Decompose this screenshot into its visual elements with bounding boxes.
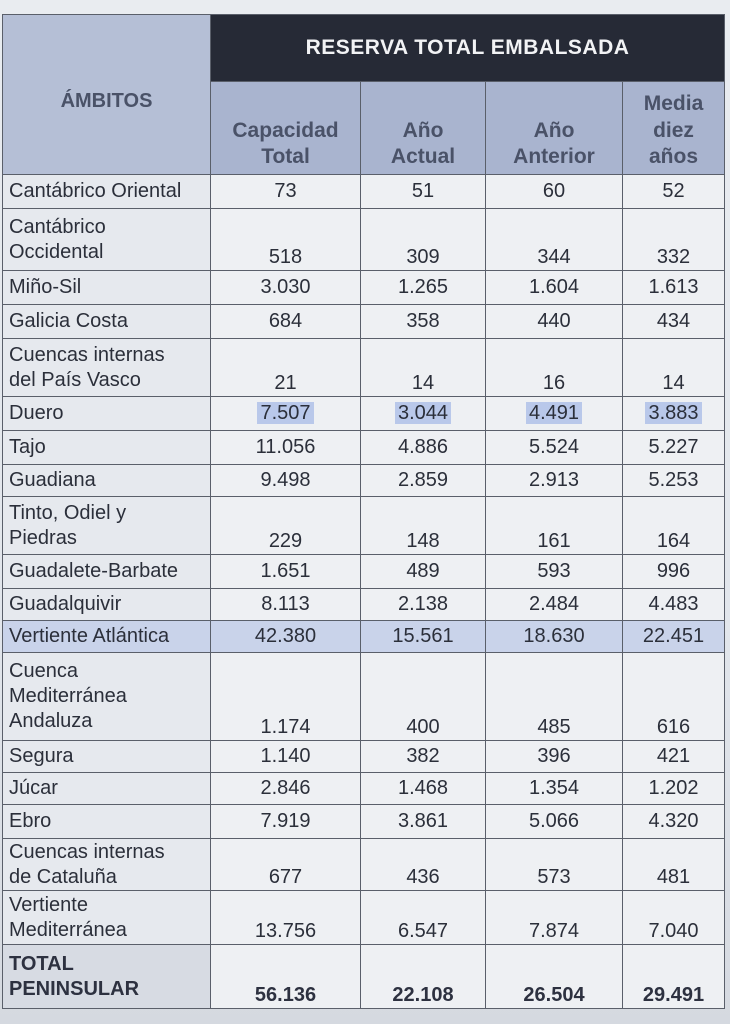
cell-value: 421 <box>656 745 691 767</box>
row-label-line: del País Vasco <box>9 368 141 391</box>
cell-value: 5.253 <box>648 469 699 491</box>
cell-value: 5.227 <box>648 436 699 458</box>
row-label-line: PENINSULAR <box>9 977 140 1000</box>
value-cell <box>211 305 361 339</box>
cell-value: 15.561 <box>392 625 454 647</box>
value-cell <box>361 339 486 397</box>
row-label <box>3 339 211 397</box>
value-cell <box>361 773 486 805</box>
value-cell <box>211 805 361 839</box>
row-label-line: Mediterránea <box>9 685 127 707</box>
cell-value: 434 <box>656 310 691 332</box>
row-label-line: Tajo <box>9 436 46 458</box>
row-label-line: Júcar <box>9 777 58 799</box>
cell-value: 9.498 <box>260 469 311 491</box>
value-cell <box>486 589 623 621</box>
row-label <box>3 945 211 1009</box>
cell-value: 52 <box>662 180 685 202</box>
cell-value: 22.108 <box>392 984 454 1006</box>
cell-value: 5.066 <box>528 810 580 832</box>
value-cell <box>623 431 725 465</box>
value-cell <box>623 891 725 945</box>
row-label-line: Ebro <box>9 810 52 832</box>
cell-value: 1.613 <box>648 276 699 298</box>
row-label <box>3 891 211 945</box>
row-label-line: de Cataluña <box>9 865 117 888</box>
cell-value: 7.507 <box>257 402 313 424</box>
cell-value: 400 <box>406 716 440 738</box>
row-label <box>3 305 211 339</box>
value-cell <box>361 209 486 271</box>
value-cell <box>211 555 361 589</box>
column-header-line: Año <box>402 118 444 142</box>
cell-value: 1.265 <box>397 276 449 298</box>
cell-value: 6.547 <box>397 920 449 942</box>
value-cell <box>211 271 361 305</box>
cell-value: 21 <box>274 372 297 394</box>
table-row <box>3 805 725 839</box>
value-cell <box>211 891 361 945</box>
row-label-line: Segura <box>9 745 74 767</box>
value-cell <box>623 465 725 497</box>
column-header-line: Media <box>643 92 704 116</box>
table-row <box>3 555 725 589</box>
value-cell <box>361 805 486 839</box>
row-label <box>3 431 211 465</box>
cell-value: 332 <box>656 246 691 268</box>
cell-value: 1.202 <box>648 777 699 799</box>
value-cell <box>486 805 623 839</box>
cell-value: 573 <box>537 866 571 888</box>
value-cell <box>361 431 486 465</box>
table-row <box>3 621 725 653</box>
value-cell <box>361 271 486 305</box>
value-cell <box>623 209 725 271</box>
value-cell <box>361 589 486 621</box>
value-cell <box>211 653 361 741</box>
value-cell <box>361 555 486 589</box>
row-label <box>3 839 211 891</box>
cell-value: 344 <box>537 246 571 268</box>
value-cell <box>486 653 623 741</box>
cell-value: 29.491 <box>642 984 705 1006</box>
value-cell <box>486 839 623 891</box>
row-label-line: Duero <box>9 402 64 424</box>
cell-value: 8.113 <box>261 593 310 615</box>
cell-value: 2.859 <box>397 469 449 491</box>
row-label-line: Guadalete-Barbate <box>9 560 179 582</box>
value-cell <box>211 465 361 497</box>
cell-value: 309 <box>406 246 440 268</box>
value-cell <box>211 741 361 773</box>
row-label-line: Occidental <box>9 240 104 263</box>
cell-value: 489 <box>406 560 440 582</box>
value-cell <box>361 741 486 773</box>
cell-value: 60 <box>542 180 566 202</box>
row-label-line: Mediterránea <box>9 918 127 941</box>
row-label-line: Vertiente Atlántica <box>9 625 170 647</box>
row-label <box>3 175 211 209</box>
table-row <box>3 209 725 271</box>
value-cell <box>486 555 623 589</box>
row-label-line: Miño-Sil <box>9 276 82 298</box>
row-label <box>3 653 211 741</box>
value-cell <box>211 839 361 891</box>
value-cell <box>361 397 486 431</box>
row-label-line: Cuenca <box>9 660 78 682</box>
cell-value: 42.380 <box>254 625 317 647</box>
value-cell <box>486 621 623 653</box>
table-row <box>3 589 725 621</box>
value-cell <box>623 805 725 839</box>
cell-value: 2.138 <box>397 593 449 615</box>
cell-value: 485 <box>537 716 571 738</box>
cell-value: 1.354 <box>528 777 580 799</box>
value-cell <box>211 339 361 397</box>
table-row <box>3 175 725 209</box>
table-row <box>3 891 725 945</box>
row-label-line: Piedras <box>9 526 77 549</box>
value-cell <box>486 271 623 305</box>
row-label-line: Guadiana <box>9 469 96 491</box>
row-label-line: Galicia Costa <box>9 310 128 332</box>
table-row <box>3 839 725 891</box>
cell-value: 616 <box>656 716 691 738</box>
cell-value: 7.919 <box>260 810 311 832</box>
table-row <box>3 431 725 465</box>
cell-value: 518 <box>268 246 303 268</box>
cell-value: 4.320 <box>648 810 699 832</box>
value-cell <box>486 339 623 397</box>
row-label-line: Vertiente <box>9 893 88 916</box>
table-row <box>3 271 725 305</box>
value-cell <box>623 497 725 555</box>
column-header-line: Año <box>533 118 575 142</box>
row-label <box>3 555 211 589</box>
cell-value: 358 <box>406 310 440 332</box>
row-label-line: Tinto, Odiel y <box>9 501 127 524</box>
row-label <box>3 465 211 497</box>
table-row <box>3 339 725 397</box>
cell-value: 164 <box>656 530 691 552</box>
cell-value: 148 <box>406 530 440 552</box>
cell-value: 593 <box>537 560 571 582</box>
value-cell <box>361 839 486 891</box>
table-row <box>3 305 725 339</box>
row-label <box>3 805 211 839</box>
cell-value: 3.883 <box>645 402 701 424</box>
column-header-line: Actual <box>390 144 456 168</box>
cell-value: 436 <box>406 866 440 888</box>
row-label <box>3 741 211 773</box>
cell-value: 14 <box>411 372 435 394</box>
cell-value: 4.491 <box>526 402 582 424</box>
row-label-line: Cuencas internas <box>9 343 165 366</box>
row-label-line: Cantábrico Oriental <box>9 180 182 202</box>
cell-value: 1.174 <box>260 716 311 738</box>
value-cell <box>361 305 486 339</box>
column-header-line: Capacidad <box>232 118 339 142</box>
table-row <box>3 773 725 805</box>
cell-value: 1.140 <box>260 745 311 767</box>
cell-value: 18.630 <box>523 625 585 647</box>
cell-value: 7.040 <box>648 920 699 942</box>
value-cell <box>361 653 486 741</box>
value-cell <box>211 773 361 805</box>
cell-value: 51 <box>411 180 435 202</box>
cell-value: 11.056 <box>255 436 316 458</box>
column-header-line: años <box>648 144 698 168</box>
cell-value: 22.451 <box>642 625 705 647</box>
cell-value: 73 <box>274 180 297 202</box>
value-cell <box>211 397 361 431</box>
row-label-line: TOTAL <box>9 952 74 975</box>
cell-value: 396 <box>537 745 571 767</box>
value-cell <box>211 589 361 621</box>
value-cell <box>623 741 725 773</box>
value-cell <box>623 339 725 397</box>
ambitos-header: ÁMBITOS <box>3 15 211 175</box>
value-cell <box>361 945 486 1009</box>
row-label-line: Cuencas internas <box>9 840 165 863</box>
cell-value: 7.874 <box>528 920 580 942</box>
row-label <box>3 271 211 305</box>
value-cell <box>623 945 725 1009</box>
row-label <box>3 209 211 271</box>
value-cell <box>623 271 725 305</box>
table-title: RESERVA TOTAL EMBALSADA <box>211 15 725 82</box>
cell-value: 1.468 <box>397 777 449 799</box>
value-cell <box>211 431 361 465</box>
cell-value: 161 <box>537 530 571 552</box>
value-cell <box>361 891 486 945</box>
cell-value: 4.483 <box>648 593 699 615</box>
table-row <box>3 653 725 741</box>
reservoir-table <box>2 14 725 1009</box>
value-cell <box>623 839 725 891</box>
cell-value: 4.886 <box>397 436 449 458</box>
cell-value: 3.030 <box>260 276 311 298</box>
table-row <box>3 465 725 497</box>
value-cell <box>486 465 623 497</box>
cell-value: 56.136 <box>254 984 317 1006</box>
cell-value: 677 <box>268 866 303 888</box>
value-cell <box>623 175 725 209</box>
value-cell <box>486 431 623 465</box>
cell-value: 1.651 <box>260 560 311 582</box>
table-row <box>3 741 725 773</box>
value-cell <box>623 589 725 621</box>
value-cell <box>211 945 361 1009</box>
value-cell <box>623 397 725 431</box>
row-label-line: Cantábrico <box>9 215 106 238</box>
cell-value: 26.504 <box>523 984 585 1006</box>
column-header <box>211 82 361 175</box>
row-label-line: Andaluza <box>9 710 93 732</box>
value-cell <box>486 945 623 1009</box>
value-cell <box>486 397 623 431</box>
value-cell <box>361 621 486 653</box>
value-cell <box>211 209 361 271</box>
table-row <box>3 497 725 555</box>
value-cell <box>486 305 623 339</box>
row-label <box>3 397 211 431</box>
value-cell <box>361 175 486 209</box>
row-label <box>3 589 211 621</box>
cell-value: 996 <box>656 560 691 582</box>
value-cell <box>361 497 486 555</box>
value-cell <box>623 621 725 653</box>
value-cell <box>623 555 725 589</box>
cell-value: 3.861 <box>397 810 449 832</box>
value-cell <box>361 465 486 497</box>
cell-value: 14 <box>662 372 685 394</box>
row-label <box>3 621 211 653</box>
value-cell <box>211 497 361 555</box>
value-cell <box>623 653 725 741</box>
cell-value: 382 <box>406 745 440 767</box>
row-label <box>3 773 211 805</box>
cell-value: 684 <box>268 310 303 332</box>
value-cell <box>623 305 725 339</box>
column-header <box>486 82 623 175</box>
cell-value: 2.484 <box>528 593 580 615</box>
table-row <box>3 397 725 431</box>
column-header <box>361 82 486 175</box>
cell-value: 5.524 <box>528 436 580 458</box>
row-label-line: Guadalquivir <box>9 593 122 615</box>
value-cell <box>623 773 725 805</box>
value-cell <box>486 891 623 945</box>
cell-value: 440 <box>537 310 571 332</box>
column-header-line: diez <box>653 118 694 142</box>
cell-value: 3.044 <box>395 402 451 424</box>
cell-value: 13.756 <box>254 920 317 942</box>
column-header-line: Anterior <box>513 144 595 168</box>
table-row <box>3 945 725 1009</box>
value-cell <box>211 621 361 653</box>
value-cell <box>211 175 361 209</box>
column-header-line: Total <box>261 144 310 168</box>
column-header <box>623 82 725 175</box>
value-cell <box>486 497 623 555</box>
cell-value: 2.846 <box>260 777 311 799</box>
value-cell <box>486 773 623 805</box>
cell-value: 16 <box>542 372 566 394</box>
value-cell <box>486 741 623 773</box>
cell-value: 481 <box>656 866 691 888</box>
cell-value: 2.913 <box>528 469 580 491</box>
cell-value: 1.604 <box>528 276 580 298</box>
value-cell <box>486 175 623 209</box>
value-cell <box>486 209 623 271</box>
row-label <box>3 497 211 555</box>
cell-value: 229 <box>268 530 303 552</box>
